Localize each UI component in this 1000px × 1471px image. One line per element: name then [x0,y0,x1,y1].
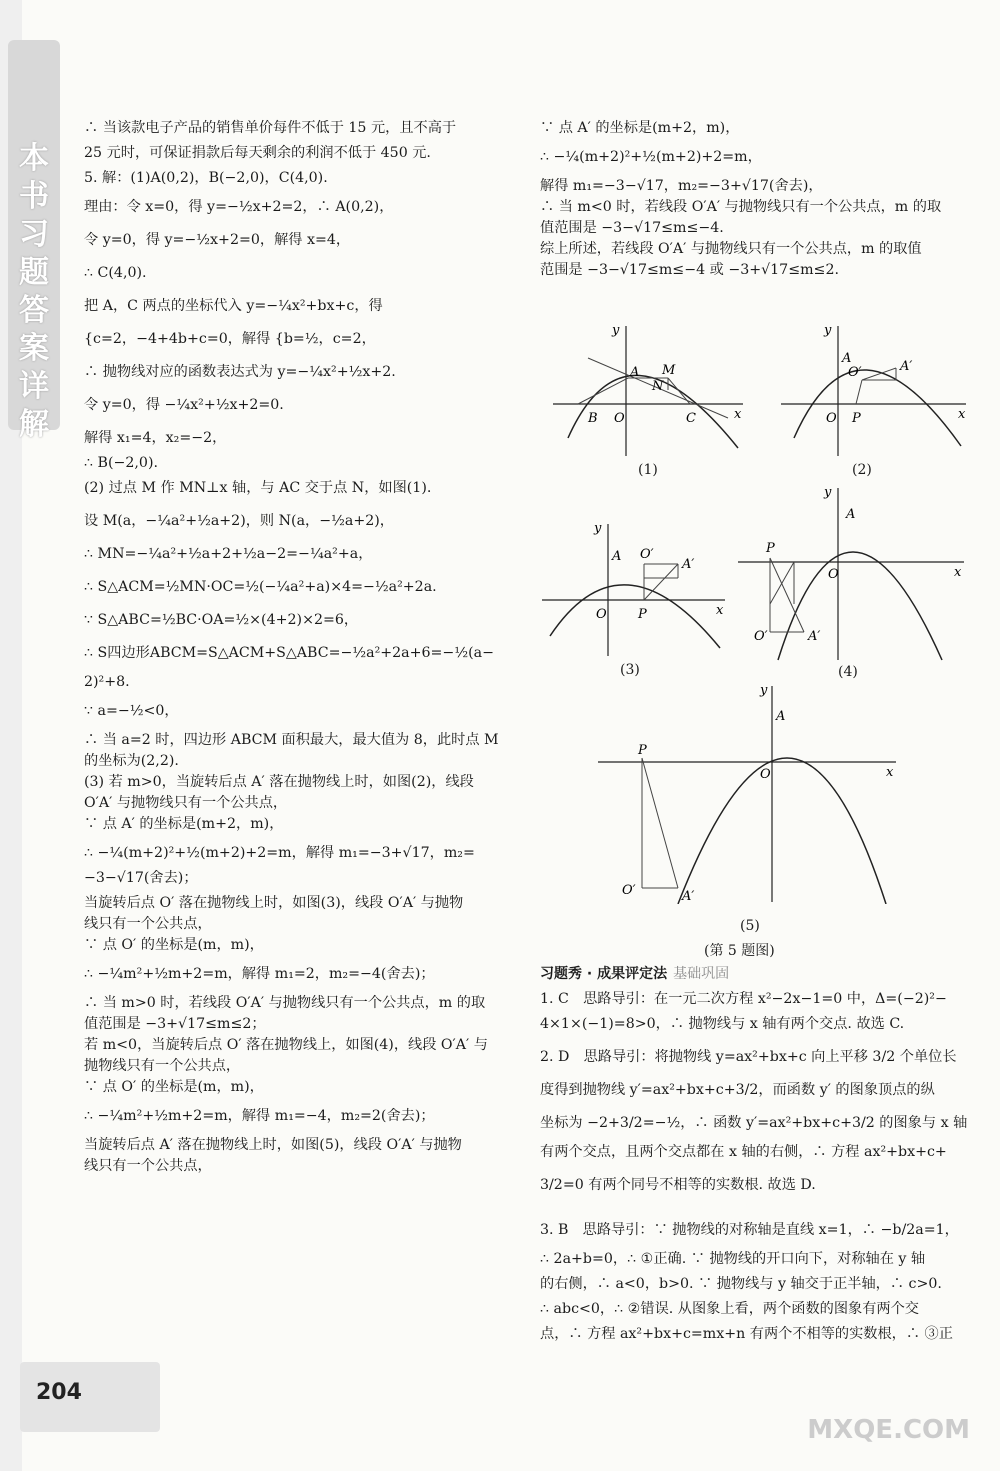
segment-mc [668,378,690,404]
text-line: 4×1×(−1)=8>0，∴ 抛物线与 x 轴有两个交点. 故选 C. [540,1016,905,1032]
label-p: P [852,411,861,426]
text-line: 解得 m₁=−3−√17，m₂=−3+√17(舍去)， [540,178,823,194]
parabola [794,370,961,446]
figure-group-caption: (第 5 题图) [704,943,775,959]
text-line: 2. D 思路导引：将抛物线 y=ax²+bx+c 向上平移 3/2 个单位长 [540,1049,957,1065]
text-line: ∴ S四边形ABCM=S△ACM+S△ABC=−½a²+2a+6=−½(a− [84,645,494,661]
segment-cross [770,562,794,604]
text-line: ∴ 当 m<0 时，若线段 O′A′ 与抛物线只有一个公共点，m 的取 [540,199,942,215]
figure-5 [596,682,902,904]
label-x: x [886,765,894,780]
section-subtitle: 基础巩固 [673,966,730,982]
label-a: A [846,507,856,522]
label-a: A [612,549,622,564]
label-m: M [662,363,676,378]
label-x: x [716,603,724,618]
label-y: y [760,683,768,698]
text-line: ∴ 2a+b=0，∴ ①正确. ∵ 抛物线的开口向下，对称轴在 y 轴 [540,1251,926,1267]
text-line: 2)²+8. [84,674,130,690]
text-line: O′A′ 与抛物线只有一个公共点， [84,795,288,811]
section-title: 习题秀 · 成果评定法 [540,966,668,982]
text-line: 理由：令 x=0，得 y=−½x+2=2，∴ A(0,2)， [84,199,394,215]
label-p: P [766,541,775,556]
segment-op [856,380,862,404]
text-line: (2) 过点 M 作 MN⊥x 轴，与 AC 交于点 N，如图(1). [84,480,432,496]
segment-ab [578,378,628,404]
label-o-prime: O′ [640,547,654,562]
label-p: P [638,743,647,758]
label-o-prime: O′ [754,629,768,644]
text-line: ∴ C(4,0). [84,265,147,281]
label-o: O [826,411,837,426]
text-line: ∵ a=−½<0， [84,703,179,719]
figure-4 [736,484,968,664]
label-o: O [596,607,607,622]
text-line: ∵ 点 A′ 的坐标是(m+2，m)， [84,816,284,832]
text-line: 的坐标为(2,2). [84,753,179,769]
section-heading [540,964,960,985]
text-line: 当旋转后点 A′ 落在抛物线上时，如图(5)，线段 O′A′ 与抛物 [84,1137,462,1153]
text-line: ∴ MN=−¼a²+½a+2+½a−2=−¼a²+a， [84,546,373,562]
right-column-top [540,118,960,281]
parabola [778,552,942,660]
right-column-bottom [540,964,968,1345]
text-line: (3) 若 m>0，当旋转后点 A′ 落在抛物线上时，如图(2)，线段 [84,774,474,790]
text-line: ∴ B(−2,0). [84,455,158,471]
label-n: N [652,379,664,394]
text-line: 抛物线只有一个公共点， [84,1058,241,1074]
text-line: 3. B 思路导引：∵ 抛物线的对称轴是直线 x=1，∴ −b/2a=1， [540,1222,959,1238]
text-line: 综上所述，若线段 O′A′ 与抛物线只有一个公共点，m 的取值 [540,241,922,257]
label-a: A [776,709,786,724]
label-a: A [842,351,852,366]
caption-2: (2) [852,462,872,478]
label-a: A [630,365,640,380]
text-line: 度得到抛物线 y′=ax²+bx+c+3/2，而函数 y′ 的图象顶点的纵 [540,1082,935,1098]
text-line: {c=2，−4+4b+c=0，解得 {b=½，c=2， [84,331,376,347]
caption-5: (5) [740,918,760,934]
label-o-prime: O′ [848,365,862,380]
caption-1: (1) [638,462,658,478]
text-line: −3−√17(舍去)； [84,870,198,886]
parabola [678,758,886,904]
segment-pa [642,758,678,888]
text-line: ∴ −¼(m+2)²+½(m+2)+2=m， [540,149,762,165]
text-line: ∴ 当该款电子产品的销售单价每件不低于 15 元，且不高于 [84,120,457,136]
text-line: ∵ S△ABC=½BC·OA=½×(4+2)×2=6， [84,612,359,628]
label-y: y [824,485,832,500]
label-o-prime: O′ [622,883,636,898]
text-line: 坐标为 −2+3/2=−½，∴ 函数 y′=ax²+bx+c+3/2 的图象与 x 轴 [540,1115,968,1131]
text-line: 线只有一个公共点， [84,1158,212,1174]
parabola [550,585,720,648]
label-o: O [760,767,771,782]
text-line: 设 M(a，−¼a²+½a+2)，则 N(a，−½a+2)， [84,513,394,529]
text-line: 3/2=0 有两个同号不相等的实数根. 故选 D. [540,1177,816,1193]
label-a-prime: A′ [900,359,913,374]
text-line: 值范围是 −3+√17≤m≤2； [84,1016,266,1032]
label-y: y [612,323,620,338]
text-line: ∴ −¼m²+½m+2=m，解得 m₁=2，m₂=−4(舍去)； [84,966,435,982]
caption-3: (3) [620,662,640,678]
text-line: ∵ 点 O′ 的坐标是(m，m)， [84,937,264,953]
figure-1 [548,318,748,458]
text-line: ∴ 当 a=2 时，四边形 ABCM 面积最大，最大值为 8，此时点 M [84,732,499,748]
text-line: 25 元时，可保证捐款后每天剩余的利润不低于 450 元. [84,145,431,161]
label-b: B [588,411,598,426]
text-line: 5. 解：(1)A(0,2)，B(−2,0)，C(4,0). [84,170,328,186]
text-line: 令 y=0，得 y=−½x+2=0，解得 x=4， [84,232,351,248]
text-line: ∴ −¼m²+½m+2=m，解得 m₁=−4，m₂=2(舍去)； [84,1108,435,1124]
text-line: 范围是 −3−√17≤m≤−4 或 −3+√17≤m≤2. [540,262,839,278]
label-a-prime: A′ [808,629,821,644]
side-tab-label: 本书习题答案详解 [19,141,49,442]
caption-4: (4) [838,664,858,680]
text-line: 的右侧，∴ a<0，b>0. ∵ 抛物线与 y 轴交于正半轴，∴ c>0. [540,1276,942,1292]
label-x: x [954,565,962,580]
label-c: C [686,411,696,426]
text-line: 把 A，C 两点的坐标代入 y=−¼x²+bx+c，得 [84,298,383,314]
text-line: ∴ S△ACM=½MN·OC=½(−¼a²+a)×4=−½a²+2a. [84,579,437,595]
text-line: ∴ abc<0，∴ ②错误. 从图象上看，两个函数的图象有两个交 [540,1301,919,1317]
label-y: y [594,521,602,536]
text-line: 线只有一个公共点， [84,916,212,932]
text-line: 1. C 思路导引：在一元二次方程 x²−2x−1=0 中，Δ=(−2)²− [540,991,947,1007]
label-o: O [614,411,625,426]
label-p: P [638,607,647,622]
text-line: ∴ −¼(m+2)²+½(m+2)+2=m，解得 m₁=−3+√17，m₂= [84,845,475,861]
label-o: O [828,567,839,582]
left-column [84,118,514,1177]
label-y: y [824,323,832,338]
text-line: ∴ 抛物线对应的函数表达式为 y=−¼x²+½x+2. [84,364,396,380]
text-line: ∴ 当 m>0 时，若线段 O′A′ 与抛物线只有一个公共点，m 的取 [84,995,486,1011]
label-x: x [958,407,966,422]
label-x: x [734,407,742,422]
text-line: 当旋转后点 O′ 落在抛物线上时，如图(3)，线段 O′A′ 与抛物 [84,895,464,911]
text-line: ∵ 点 A′ 的坐标是(m+2，m)， [540,120,740,136]
watermark: MXQE.COM [807,1415,970,1445]
page-number: 204 [36,1380,82,1405]
figure-2 [776,318,976,458]
text-line: 点，∴ 方程 ax²+bx+c=mx+n 有两个不相等的实数根，∴ ③正 [540,1326,953,1342]
label-a-prime: A′ [682,557,695,572]
text-line: 值范围是 −3−√17≤m≤−4. [540,220,724,236]
figure-3 [540,518,730,658]
text-line: 解得 x₁=4，x₂=−2， [84,430,227,446]
text-line: ∵ 点 O′ 的坐标是(m，m)， [84,1079,264,1095]
text-line: 若 m<0，当旋转后点 O′ 落在抛物线上，如图(4)，线段 O′A′ 与 [84,1037,488,1053]
text-line: 有两个交点，且两个交点都在 x 轴的右侧，∴ 方程 ax²+bx+c+ [540,1144,947,1160]
label-a-prime: A′ [682,889,695,904]
text-line: 令 y=0，得 −¼x²+½x+2=0. [84,397,284,413]
